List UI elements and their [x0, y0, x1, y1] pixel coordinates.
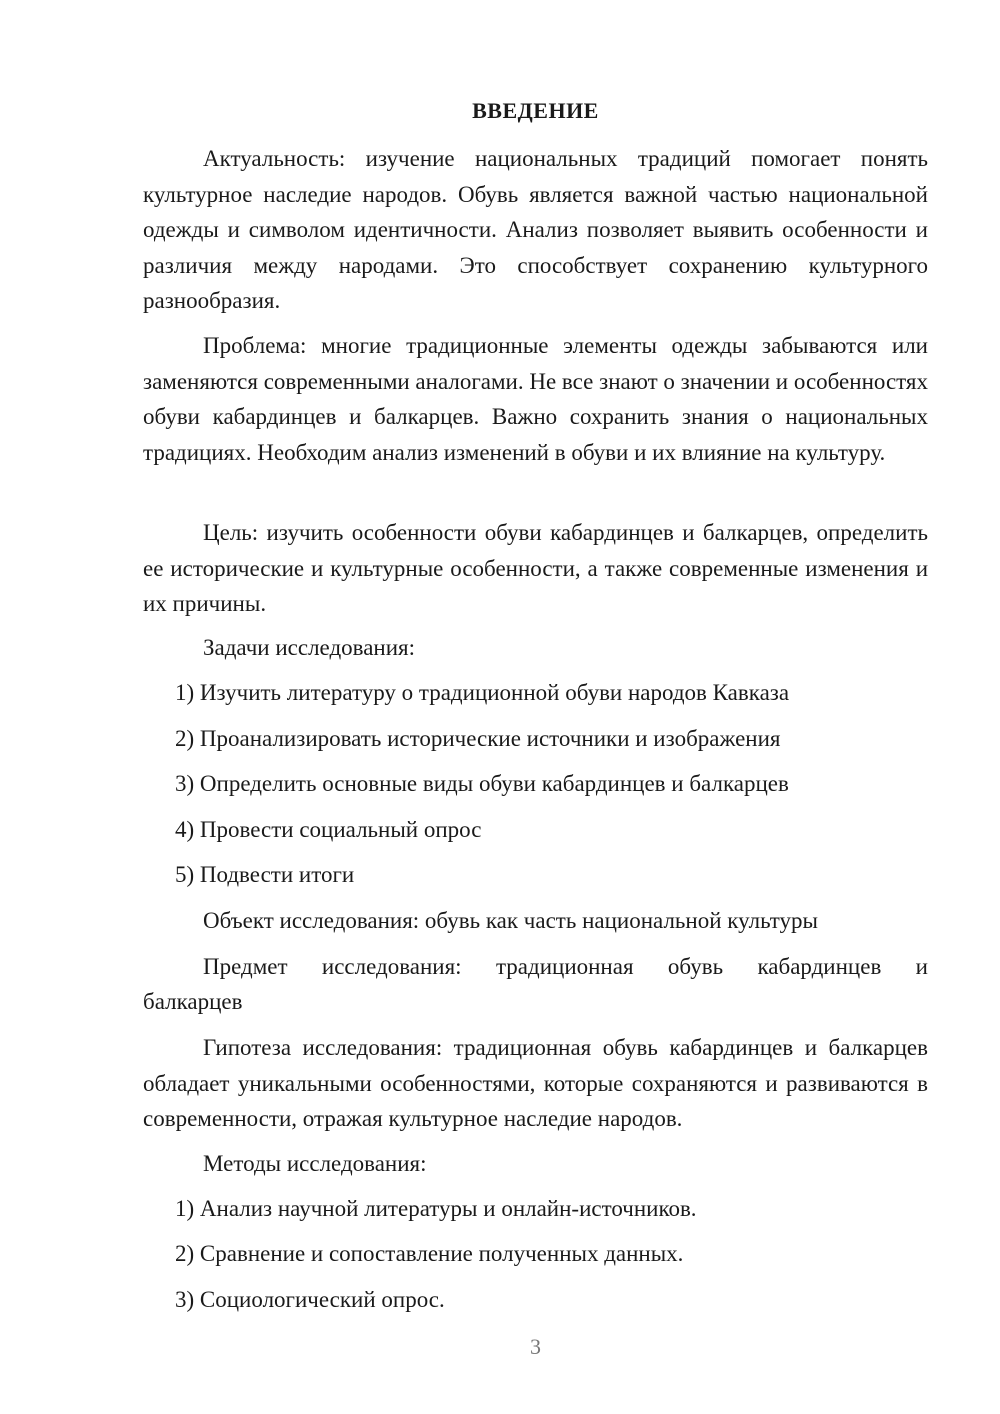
task-item: 2) Проанализировать исторические источники и изображения	[175, 726, 781, 751]
task-item: 4) Провести социальный опрос	[175, 817, 482, 842]
subject-paragraph-line1: Предмет исследования: традиционная обувь кабардинцев и	[203, 954, 928, 979]
relevance-paragraph: Актуальность: изучение национальных традиций помогает понять культурное наследие народов. Обувь является важной частью национальной одежды и символом идентичности. Анализ позволяет выявить особенности и различия между народами. Это способствует сохранению культурного разнообразия.	[143, 146, 928, 313]
goal-paragraph: Цель: изучить особенности обуви кабардинцев и балкарцев, определить ее исторические и культурные особенности, а также современные изменения и их причины.	[143, 520, 928, 616]
hypothesis-paragraph: Гипотеза исследования: традиционная обувь кабардинцев и балкарцев обладает уникальными особенностями, которые сохраняются и развиваются в современности, отражая культурное наследие народов.	[143, 1035, 928, 1131]
task-item: 5) Подвести итоги	[175, 862, 355, 887]
page-number: 3	[530, 1334, 541, 1359]
method-item: 3) Социологический опрос.	[175, 1287, 445, 1312]
task-item: 3) Определить основные виды обуви кабардинцев и балкарцев	[175, 771, 789, 796]
task-item: 1) Изучить литературу о традиционной обуви народов Кавказа	[175, 680, 790, 705]
problem-paragraph: Проблема: многие традиционные элементы одежды забываются или заменяются современными аналогами. Не все знают о значении и особенностях обуви кабардинцев и балкарцев. Важно сохранить знания о национальных традициях. Необходим анализ изменений в обуви и их влияние на культуру.	[143, 333, 928, 465]
method-item: 2) Сравнение и сопоставление полученных данных.	[175, 1241, 684, 1266]
subject-paragraph-line2: балкарцев	[143, 989, 243, 1014]
method-item: 1) Анализ научной литературы и онлайн-источников.	[175, 1196, 697, 1221]
tasks-heading: Задачи исследования:	[203, 635, 416, 660]
page-title: ВВЕДЕНИЕ	[472, 98, 599, 123]
object-paragraph: Объект исследования: обувь как часть национальной культуры	[203, 908, 818, 933]
methods-heading: Методы исследования:	[203, 1151, 427, 1176]
document-page	[143, 0, 928, 1414]
